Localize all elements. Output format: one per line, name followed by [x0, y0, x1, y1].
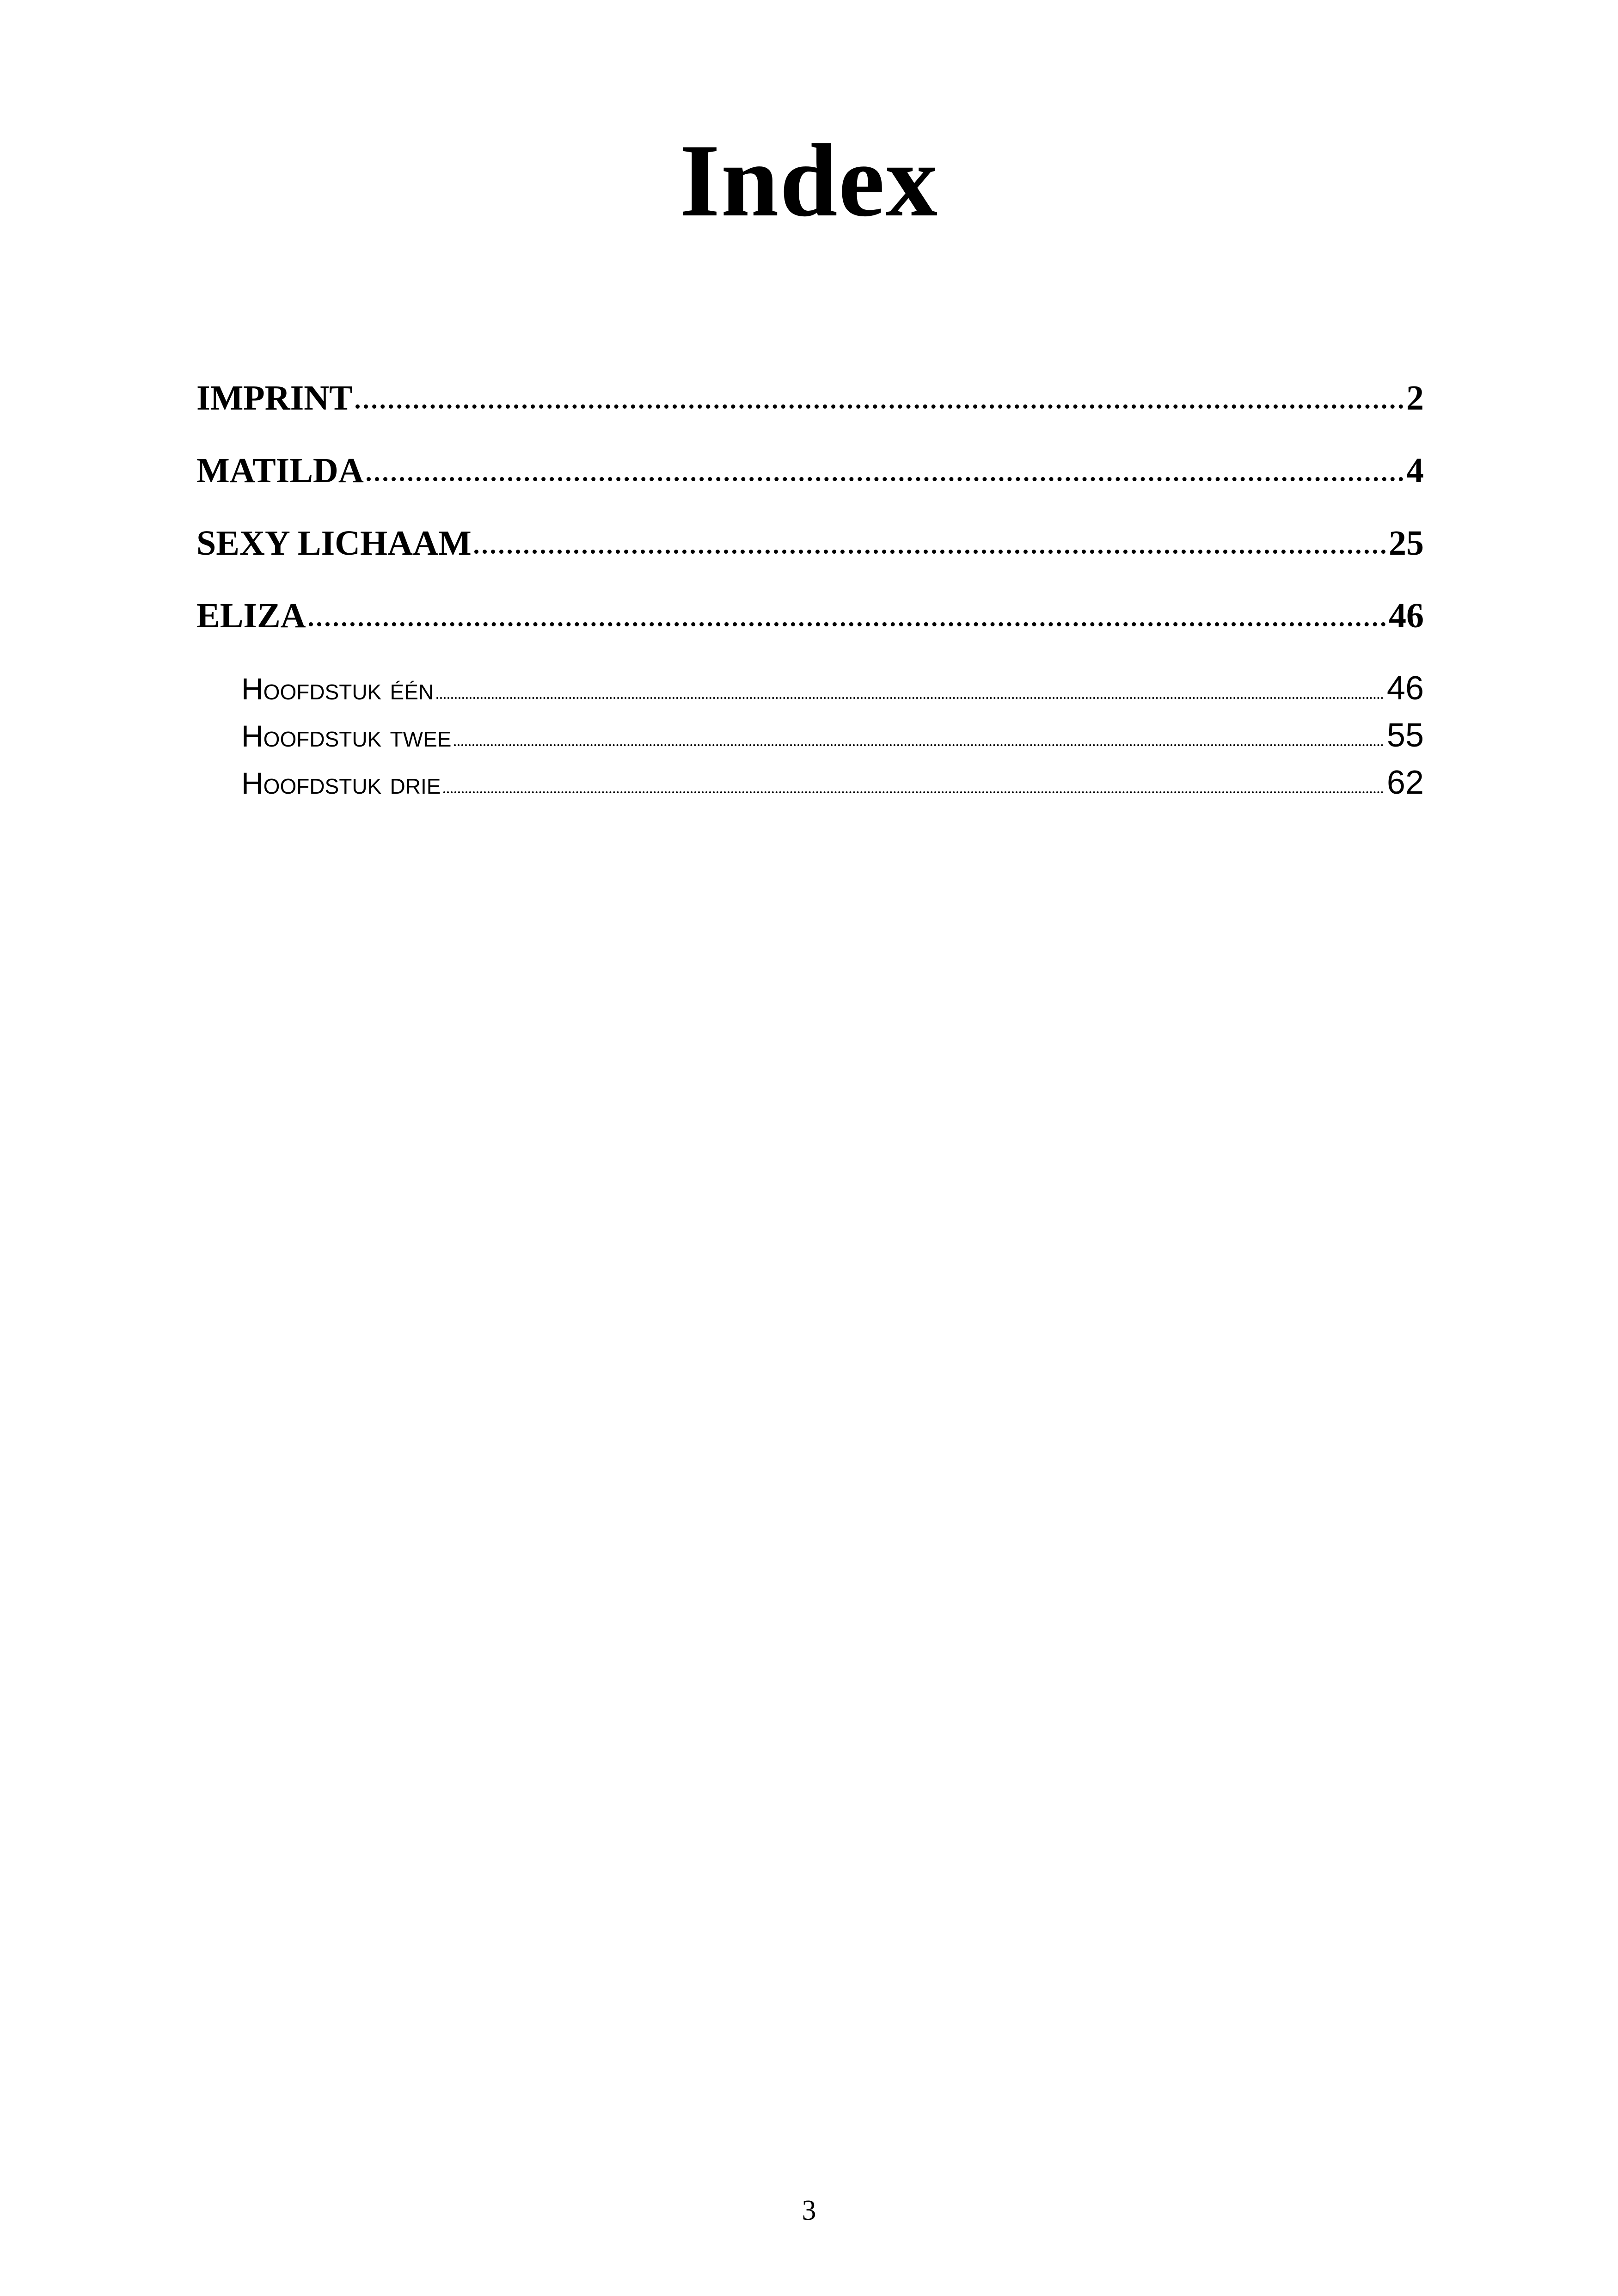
dot-leader: [474, 520, 1386, 555]
toc-entry-page: 2: [1406, 379, 1424, 417]
toc-entry-label: MATILDA: [196, 451, 364, 490]
toc-entry-label: SEXY LICHAAM: [196, 524, 472, 563]
toc-entry-matilda[interactable]: [196, 447, 1424, 494]
toc-subentry-page: 62: [1386, 764, 1424, 801]
toc-entry-eliza[interactable]: [196, 592, 1424, 639]
toc-entry-label: IMPRINT: [196, 379, 353, 417]
toc-subentry-label: Hoofdstuk twee: [241, 719, 452, 753]
toc-entry-page: 25: [1389, 524, 1424, 563]
dot-leader: [443, 762, 1384, 794]
dot-leader: [309, 592, 1386, 627]
toc-subentry-hoofdstuk-twee[interactable]: [241, 715, 1424, 757]
dot-leader: [454, 715, 1384, 747]
page-title: Index: [679, 122, 939, 238]
toc-entry-page: 46: [1389, 596, 1424, 635]
toc-subentry-label: Hoofdstuk drie: [241, 766, 441, 800]
toc-entry-sexy-lichaam[interactable]: [196, 520, 1424, 566]
toc-subentry-page: 55: [1386, 717, 1424, 754]
toc-subentry-hoofdstuk-een[interactable]: [241, 667, 1424, 710]
page-number: 3: [802, 2195, 816, 2226]
dot-leader: [355, 374, 1403, 410]
dot-leader: [436, 668, 1384, 699]
dot-leader: [367, 447, 1403, 482]
toc-entry-imprint[interactable]: [196, 374, 1424, 421]
toc-subentry-label: Hoofdstuk één: [241, 672, 434, 706]
toc-subentry-page: 46: [1386, 670, 1424, 707]
toc-entry-page: 4: [1406, 451, 1424, 490]
toc-entry-label: ELIZA: [196, 596, 306, 635]
toc-subentry-hoofdstuk-drie[interactable]: [241, 762, 1424, 804]
